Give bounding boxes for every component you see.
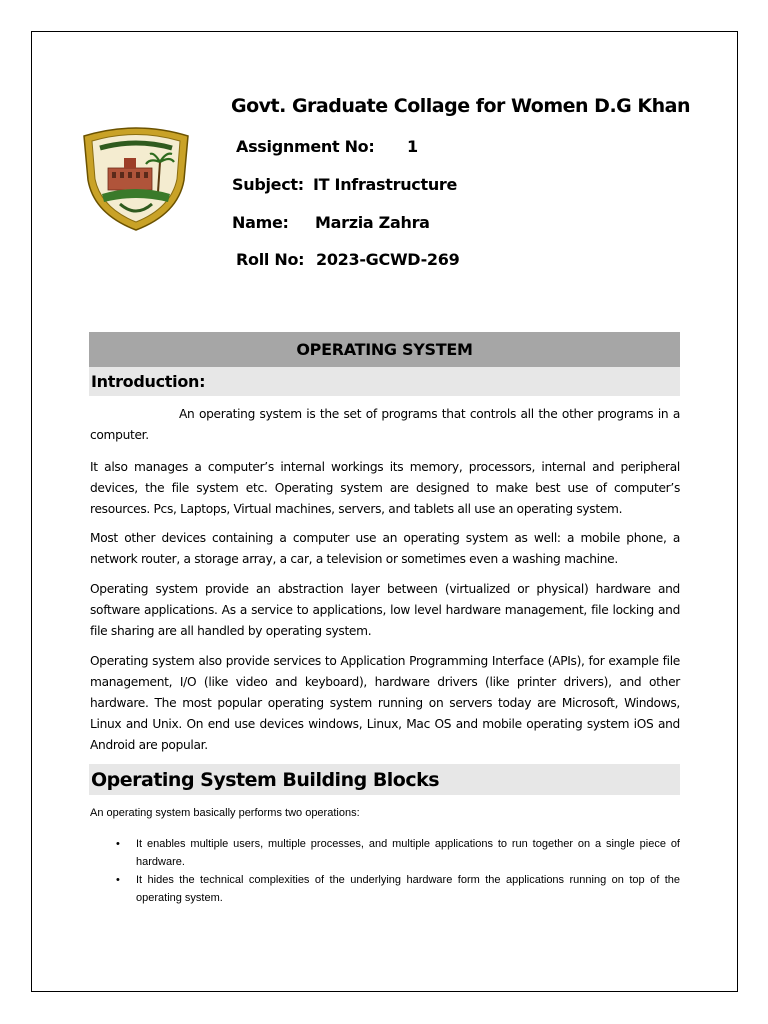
paragraph-3: Most other devices containing a computer use an operating system as well: a mobile phone, a network router, a storage array, a car, a television or sometimes even a washing machine. [90, 531, 680, 566]
section-title: OPERATING SYSTEM [296, 340, 473, 359]
college-title: Govt. Graduate Collage for Women D.G Khan [231, 95, 690, 117]
list-item [90, 871, 680, 907]
roll-label: Roll No: [236, 250, 305, 269]
building-blocks-heading-bar [89, 764, 680, 795]
assignment-label: Assignment No: [236, 137, 375, 156]
subject-value: IT Infrastructure [313, 175, 458, 194]
paragraph-5: Operating system also provide services to Application Programming Interface (APIs), for example file management, I/O (like video and keyboard), hardware drivers (like printer drivers), and other hardware. The most popular operating system running on servers today are Microsoft, Windows, Linux and Unix. On end use devices windows, Linux, Mac OS and mobile operating system iOS and Android are popular. [90, 654, 680, 752]
section-title-bar [89, 332, 680, 367]
paragraph-2: It also manages a computer’s internal workings its memory, processors, internal and peripheral devices, the file system etc. Operating system are designed to make best use of computer’s resources. Pcs, Laptops, Virtual machines, servers, and tablets all use an operating system. [90, 460, 680, 516]
subject-line [232, 175, 457, 194]
assignment-line [236, 137, 418, 156]
subject-label: Subject: [232, 175, 304, 194]
intro-heading: Introduction: [91, 372, 206, 391]
building-blocks-heading: Operating System Building Blocks [91, 768, 440, 791]
intro-heading-bar [89, 367, 680, 396]
name-label: Name: [232, 213, 289, 232]
bullet-icon: • [116, 838, 120, 850]
assignment-value: 1 [407, 137, 418, 156]
building-blocks-intro: An operating system basically performs two operations: [90, 807, 360, 819]
roll-line [236, 250, 459, 269]
paragraph-4: Operating system provide an abstraction layer between (virtualized or physical) hardware and software applications. As a service to applications, low level hardware management, file locking and file sharing are all handled by operating system. [90, 582, 680, 638]
list-item-text: It hides the technical complexities of the underlying hardware form the applications running on top of the operating system. [136, 874, 680, 904]
college-crest-icon [80, 122, 192, 232]
operations-list [90, 835, 680, 907]
bullet-icon: • [116, 874, 120, 886]
paragraph-1: An operating system is the set of programs that controls all the other programs in a computer. [90, 407, 680, 442]
name-line [232, 213, 430, 232]
list-item [90, 835, 680, 871]
name-value: Marzia Zahra [315, 213, 430, 232]
list-item-text: It enables multiple users, multiple processes, and multiple applications to run together on a single piece of hardware. [136, 838, 680, 868]
roll-value: 2023-GCWD-269 [316, 250, 460, 269]
